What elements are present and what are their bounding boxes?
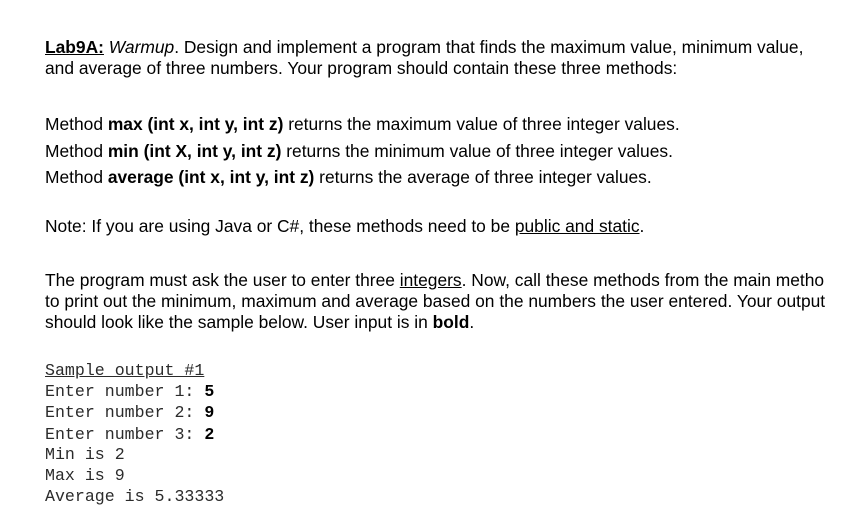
method-average <box>45 164 680 191</box>
method-min <box>45 138 680 165</box>
lab-title: Warmup <box>108 37 175 57</box>
integers-underlined: integers <box>399 270 462 290</box>
input-prompt: Enter number 2: <box>45 403 205 422</box>
user-input-value: 9 <box>204 403 215 422</box>
sample-output <box>45 361 224 508</box>
method-signature: min (int X, int y, int z) <box>107 140 282 161</box>
method-description: returns the minimum value of three integer values. <box>281 140 673 161</box>
sample-heading: Sample output #1 <box>45 361 205 380</box>
user-input-value: 2 <box>204 424 215 444</box>
note-text: Note: If you are using Java or C#, these methods need to be <box>45 216 515 236</box>
instructions-text: The program must ask the user to enter three <box>45 270 400 290</box>
method-max <box>45 111 680 138</box>
method-description: returns the average of three integer values. <box>314 167 652 187</box>
instructions-line-3 <box>45 312 825 333</box>
method-prefix: Method <box>45 140 108 161</box>
method-signature: max (int x, int y, int z) <box>107 114 284 134</box>
note-paragraph <box>45 216 644 237</box>
sample-result-max: Max is 9 <box>45 465 125 485</box>
instructions-paragraph <box>45 270 825 333</box>
intro-line-2: and average of three numbers. Your program should contain these three methods: <box>45 58 678 78</box>
intro-line-1 <box>45 37 803 58</box>
instructions-text: . Now, call these methods from the main metho <box>461 270 825 290</box>
method-signature: average (int x, int y, int z) <box>107 167 315 187</box>
instructions-line-1 <box>45 270 825 291</box>
intro-paragraph <box>45 37 803 79</box>
sample-result-average: Average is 5.33333 <box>45 487 225 506</box>
sample-result-min: Min is 2 <box>45 445 125 464</box>
lab-label: Lab9A: <box>45 37 104 57</box>
input-prompt: Enter number 3: <box>45 424 205 444</box>
method-description: returns the maximum value of three integer values. <box>283 114 680 134</box>
instructions-line-2: to print out the minimum, maximum and average based on the numbers the user entered. Your output <box>45 291 826 311</box>
methods-list <box>45 111 680 191</box>
bold-word: bold <box>432 312 470 332</box>
sample-input-line-1 <box>45 382 224 403</box>
note-underlined: public and static <box>514 216 640 236</box>
method-prefix: Method <box>45 114 108 134</box>
instructions-text: should look like the sample below. User input is in <box>45 312 433 332</box>
intro-line-1-text: . Design and implement a program that finds the maximum value, minimum value, <box>174 37 804 57</box>
input-prompt: Enter number 1: <box>45 381 205 401</box>
note-end: . <box>639 216 645 236</box>
instructions-text: . <box>469 312 475 332</box>
user-input-value: 5 <box>204 381 215 401</box>
sample-input-line-2 <box>45 402 224 424</box>
sample-input-line-3 <box>45 424 224 446</box>
method-prefix: Method <box>45 167 108 187</box>
